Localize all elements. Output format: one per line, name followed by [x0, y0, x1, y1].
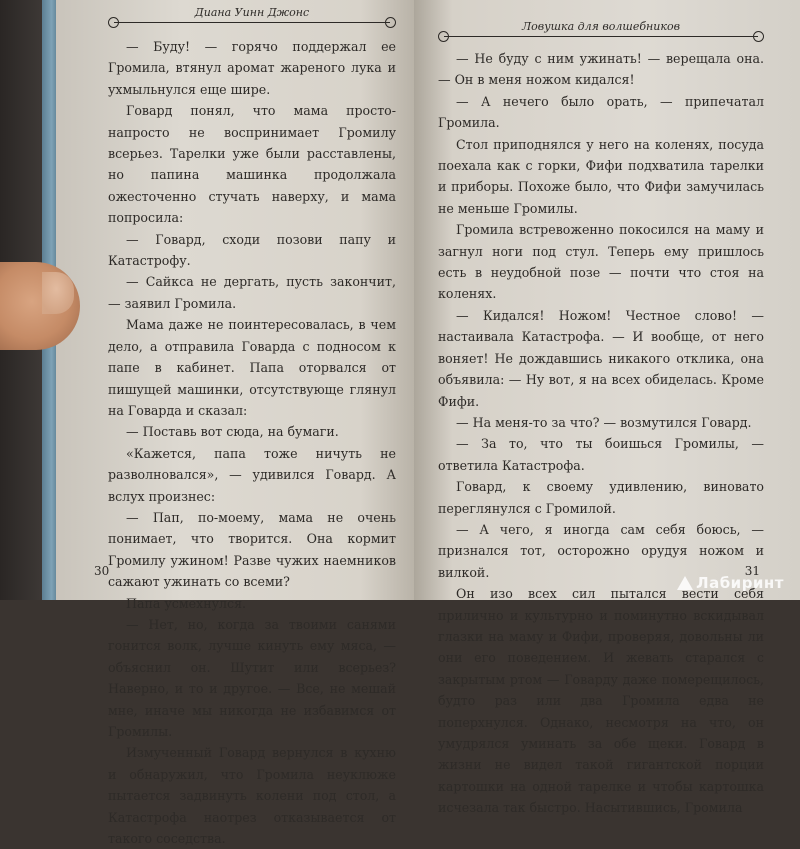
paragraph: Папа усмехнулся. — [126, 595, 247, 611]
paragraph: Он изо всех сил пытался вести себя прилично и культурно и поминутно вскидывал глазки на маму и Фифи, проверяя, довольны ли они его поведением. И жевать старался с закрытым ртом — Говарду даже померещилось, будто раз или два Громила едва не поперхнулся. Однако, несмотря на что, он умудрялся уминать за обе щеки. Говард в жизни не видел такой гигантской порции картошки на одной тарелке и чтобы картошка исчезала так быстро. Насытившись, Громила — [438, 586, 764, 816]
header-rule — [444, 36, 758, 37]
paragraph: — Не буду с ним ужинать! — верещала она. — Он в меня ножом кидался! — [438, 51, 764, 88]
left-page-text — [108, 36, 396, 849]
header-curl-ornament — [385, 17, 396, 28]
paragraph: — А нечего было орать, — припечатал Громила. — [438, 93, 764, 131]
labirint-logo-icon — [677, 576, 693, 590]
paragraph: — Кидался! Ножом! Честное слово! — настаивала Катастрофа. — И вообще, от него воняет! Не дождавшись никакого отклика, она объявила: — Ну вот, я на всех обиделась. Кроме Фифи. — [438, 307, 764, 409]
paragraph: — Пап, по-моему, мама не очень понимает, что творится. Она кормит Громилу ужином! Разве чужих наемников сажают ужинать со всеми? — [108, 509, 396, 590]
paragraph: «Кажется, папа тоже ничуть не разволновался», — удивился Говард. А вслух произнес: — [108, 445, 396, 504]
paragraph: Громила встревоженно покосился на маму и загнул ноги под стул. Теперь ему пришлось есть в неудобной позе — почти что стоя на коленях. — [438, 222, 764, 302]
paragraph: — На меня-то за что? — возмутился Говард. — [456, 414, 752, 430]
author-name: Диана Уинн Джонс — [194, 6, 310, 19]
paragraph: Стол приподнялся у него на коленях, посуда поехала как с горки, Фифи подхватила тарелки и приборы. Похоже было, что Фифи замучилась не меньше Громилы. — [438, 136, 764, 216]
paragraph: Говард, к своему удивлению, виновато переглянулся с Громилой. — [438, 479, 764, 516]
right-page-header — [438, 0, 764, 46]
paragraph: — За то, что ты боишься Громилы, — ответила Катастрофа. — [438, 436, 764, 473]
paragraph: — Буду! — горячо поддержал ее Громила, втянул аромат жареного лука и ухмыльнулся еще шире. — [108, 39, 396, 97]
watermark — [677, 574, 784, 592]
left-page — [56, 0, 414, 847]
page-number-right: 31 — [744, 564, 760, 578]
page-number-left: 30 — [94, 564, 110, 578]
paragraph: — Поставь вот сюда, на бумаги. — [126, 424, 339, 440]
paragraph: — А чего, я иногда сам себя боюсь, — признался тот, осторожно орудуя ножом и вилкой. — [438, 521, 764, 580]
header-curl-ornament — [753, 31, 764, 42]
book-title: Ловушка для волшебников — [522, 20, 680, 33]
paragraph: — Сайкса не дергать, пусть закончит, — заявил Громила. — [108, 274, 396, 311]
thumbnail-highlight — [42, 272, 74, 314]
header-rule — [114, 22, 390, 23]
paragraph: — Говард, сходи позови папу и Катастрофу. — [108, 231, 396, 269]
left-page-header — [108, 0, 396, 30]
paragraph: — Нет, но, когда за твоими санями гонится волк, лучше кинуть ему мяса, — объяснил он. Шутит или всерьез? Наверно, и то и другое. — Все, не мешай мне, иначе мы никогда не избавимся от Громилы. — [108, 616, 396, 739]
paragraph: Говард понял, что мама просто-напросто не воспринимает Громилу всерьез. Тарелки уже были расставлены, но папина машинка продолжала ожесточенно стучать наверху, и мама попросила: — [108, 103, 396, 226]
paragraph: Мама даже не поинтересовалась, в чем дело, а отправила Говарда с подносом к папе в кабинет. Папа оторвался от пишущей машинки, отсутствующе глянул на Говарда и сказал: — [108, 317, 396, 418]
watermark-text: Лабиринт — [696, 574, 784, 592]
right-page — [414, 0, 800, 816]
paragraph: Измученный Говард вернулся в кухню и обнаружил, что Громила неуклюже пытается задвинуть колени под стол, а Катастрофа наотрез отказывается от такого соседства. — [108, 745, 396, 847]
right-page-text — [438, 48, 764, 819]
